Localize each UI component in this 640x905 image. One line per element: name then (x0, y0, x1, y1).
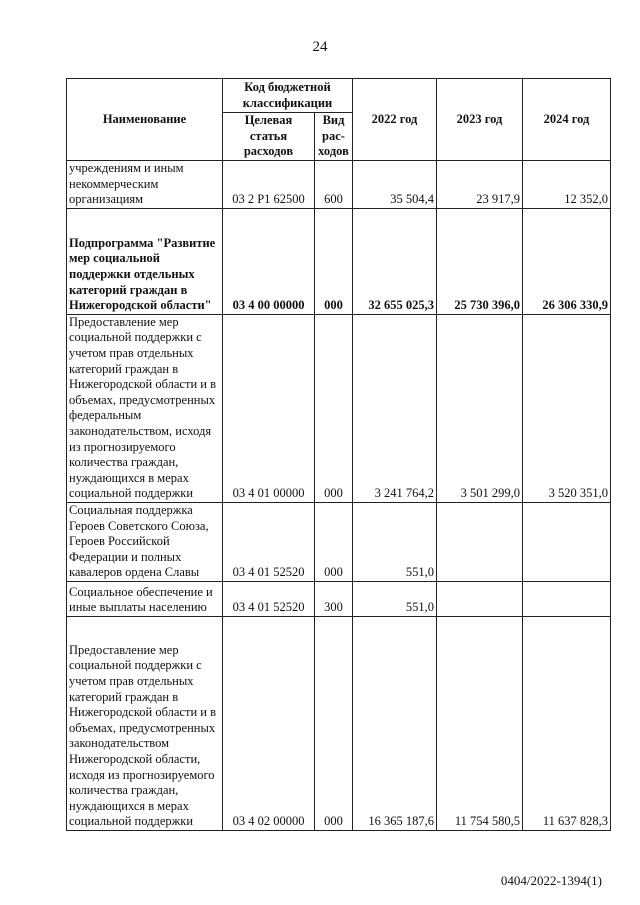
row-name: Предоставление мер социальной поддержки с учетом прав отдельных категорий граждан в Нижегородской области и в объемах, предусмотренных законодательством Нижегородской области, исходя из прогнозируемого количества граждан, нуждающихся в мерах социальной поддержки (67, 616, 223, 830)
header-budget-code: Код бюджетной классификации (223, 79, 353, 113)
table-row (67, 208, 611, 314)
row-type: 000 (315, 314, 353, 502)
row-value-2024: 3 520 351,0 (523, 314, 611, 502)
row-value-2023 (437, 581, 523, 616)
row-name: Социальное обеспечение и иные выплаты населению (67, 581, 223, 616)
row-code: 03 4 02 00000 (223, 616, 315, 830)
row-value-2024 (523, 502, 611, 581)
header-year-2022: 2022 год (353, 79, 437, 161)
row-type: 300 (315, 581, 353, 616)
row-code: 03 4 01 00000 (223, 314, 315, 502)
row-value-2022: 551,0 (353, 581, 437, 616)
row-code: 03 2 P1 62500 (223, 161, 315, 209)
row-type: 000 (315, 208, 353, 314)
table-row (67, 161, 611, 209)
row-value-2023: 11 754 580,5 (437, 616, 523, 830)
row-value-2022: 32 655 025,3 (353, 208, 437, 314)
row-value-2024 (523, 581, 611, 616)
header-name: Наименование (67, 79, 223, 161)
row-value-2023 (437, 502, 523, 581)
row-value-2023: 23 917,9 (437, 161, 523, 209)
row-code: 03 4 01 52520 (223, 581, 315, 616)
table-row (67, 581, 611, 616)
header-year-2024: 2024 год (523, 79, 611, 161)
row-name: учреждениям и иным некоммерческим организациям (67, 161, 223, 209)
table-row (67, 314, 611, 502)
row-code: 03 4 01 52520 (223, 502, 315, 581)
row-value-2023: 25 730 396,0 (437, 208, 523, 314)
table-row (67, 616, 611, 830)
row-value-2024: 11 637 828,3 (523, 616, 611, 830)
row-value-2023: 3 501 299,0 (437, 314, 523, 502)
row-type: 000 (315, 616, 353, 830)
row-type: 600 (315, 161, 353, 209)
row-code: 03 4 00 00000 (223, 208, 315, 314)
header-row-top (67, 79, 611, 113)
row-value-2022: 16 365 187,6 (353, 616, 437, 830)
document-code: 0404/2022-1394(1) (500, 873, 602, 888)
table-row (67, 502, 611, 581)
row-value-2022: 551,0 (353, 502, 437, 581)
budget-table (66, 78, 611, 831)
page-number: 24 (312, 39, 328, 55)
row-type: 000 (315, 502, 353, 581)
header-expense-type: Вид рас-ходов (315, 113, 353, 161)
row-value-2022: 35 504,4 (353, 161, 437, 209)
header-target-article: Целевая статья расходов (223, 113, 315, 161)
row-value-2022: 3 241 764,2 (353, 314, 437, 502)
row-value-2024: 26 306 330,9 (523, 208, 611, 314)
row-name: Социальная поддержка Героев Советского Союза, Героев Российской Федерации и полных кавалеров ордена Славы (67, 502, 223, 581)
row-name: Подпрограмма "Развитие мер социальной поддержки отдельных категорий граждан в Нижегородской области" (67, 208, 223, 314)
row-value-2024: 12 352,0 (523, 161, 611, 209)
row-name: Предоставление мер социальной поддержки с учетом прав отдельных категорий граждан в Нижегородской области и в объемах, предусмотренных федеральным законодательством, исходя из прогнозируемого количества граждан, нуждающихся в мерах социальной поддержки (67, 314, 223, 502)
header-year-2023: 2023 год (437, 79, 523, 161)
